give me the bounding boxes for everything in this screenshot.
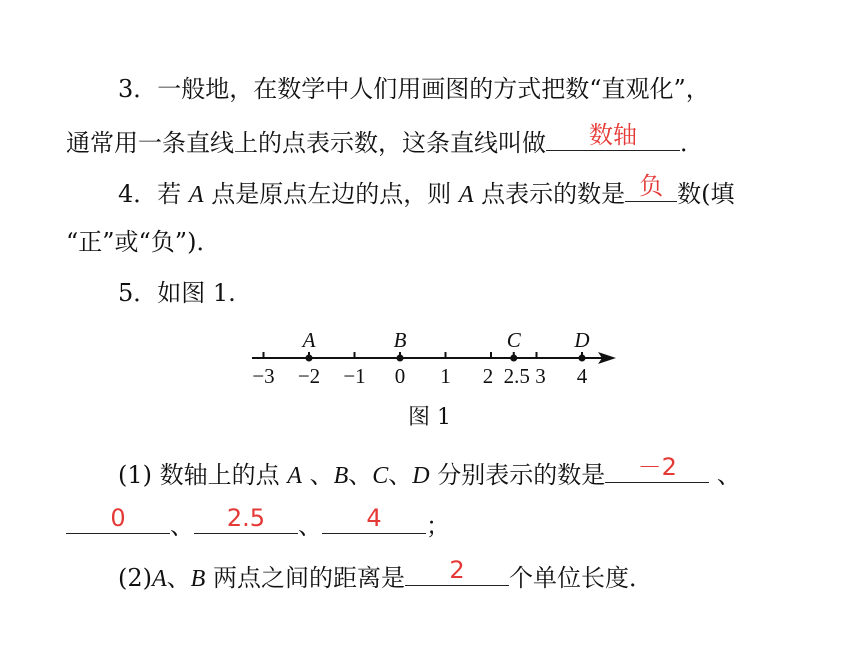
- number-line-tick-label: 3: [535, 364, 546, 388]
- q5-part2-tail: 个单位长度．: [508, 564, 653, 592]
- number-line-point: [510, 355, 517, 362]
- q5-part1-text-2: 分别表示的数是: [429, 461, 606, 489]
- number-line-tick-label: −3: [252, 364, 275, 388]
- q5-part1-end: ；: [426, 512, 450, 540]
- figure-caption: 图 1: [408, 405, 451, 430]
- q5-answer-c-blank: [194, 504, 298, 534]
- q5-answer-b-blank: [66, 504, 170, 534]
- number-line-point-label: B: [393, 328, 407, 352]
- q3-answer: 数轴: [589, 121, 637, 149]
- q5-part2-prefix: (2): [118, 564, 152, 592]
- number-line-point-label: A: [302, 328, 316, 352]
- q5-part2-line: [118, 556, 653, 594]
- q5-part1-c: C: [372, 463, 389, 489]
- q5-part2-a: A: [152, 566, 167, 592]
- number-line-tick-label: 1: [440, 364, 451, 388]
- number-line-point: [306, 355, 313, 362]
- q4-text-3: 点表示的数是: [473, 180, 626, 208]
- q5-part2-b: B: [190, 566, 206, 592]
- q4-text-4: 数(填: [677, 180, 735, 208]
- q4-line-2: “正”或“负”)．: [66, 228, 221, 256]
- number-line-point-label: D: [574, 328, 590, 352]
- number-line-tick-label: −1: [343, 364, 366, 388]
- q4-point-a: A: [188, 182, 204, 208]
- number-line-tick-label: 4: [576, 364, 588, 388]
- q5-answer-c: 2.5: [226, 504, 266, 532]
- q5-part1-text-1: (1) 数轴上的点: [118, 461, 288, 489]
- q5-answer-b: 0: [110, 504, 126, 532]
- q5-part2-sep: 、: [166, 564, 191, 592]
- q4-point-a-2: A: [458, 182, 474, 208]
- q5-title: 5．如图 1.: [118, 279, 236, 307]
- q4-text-1: 4．若: [118, 180, 189, 208]
- q5-part2-text: 两点之间的距离是: [205, 564, 405, 592]
- q5-part1-sep-2: 、: [348, 461, 373, 489]
- q5-part1-tail: 、: [709, 461, 741, 489]
- q5-part1-comma-1: 、: [170, 512, 194, 540]
- number-line-tick-label: −2: [297, 364, 321, 388]
- number-line-point-label: C: [506, 328, 521, 352]
- q5-answer-d-blank: [322, 504, 426, 534]
- number-line-point: [397, 355, 404, 362]
- q5-part2-answer-blank: [405, 556, 509, 586]
- q4-answer: 负: [639, 172, 664, 200]
- q5-part1-sep-3: 、: [388, 461, 413, 489]
- number-line-tick-label: 2: [482, 364, 494, 388]
- q5-part1-sep-1: 、: [301, 461, 334, 489]
- q5-answer-a: －2: [637, 453, 677, 481]
- number-line-tick-label: 2.5: [503, 364, 530, 388]
- q5-part1-line-2: [66, 504, 450, 541]
- q3-line-2-text: 通常用一条直线上的点表示数，这条直线叫做: [66, 129, 546, 157]
- q5-part2-answer: 2: [449, 556, 465, 584]
- number-line-point: [579, 355, 586, 362]
- q5-part1-d: D: [412, 463, 430, 489]
- q5-answer-a-blank: [605, 453, 709, 483]
- q3-period: ．: [680, 129, 704, 157]
- q5-part1-b: B: [333, 463, 349, 489]
- q5-part1-line-1: [118, 453, 741, 491]
- q4-text-2: 点是原点左边的点，则: [203, 180, 459, 208]
- q5-part1-a: A: [287, 463, 302, 489]
- q5-answer-d: 4: [366, 504, 382, 532]
- number-line-tick-label: 0: [394, 364, 406, 388]
- q3-line-1: 3．一般地，在数学中人们用画图的方式把数“直观化”，: [118, 75, 710, 103]
- q5-part1-comma-2: 、: [298, 512, 322, 540]
